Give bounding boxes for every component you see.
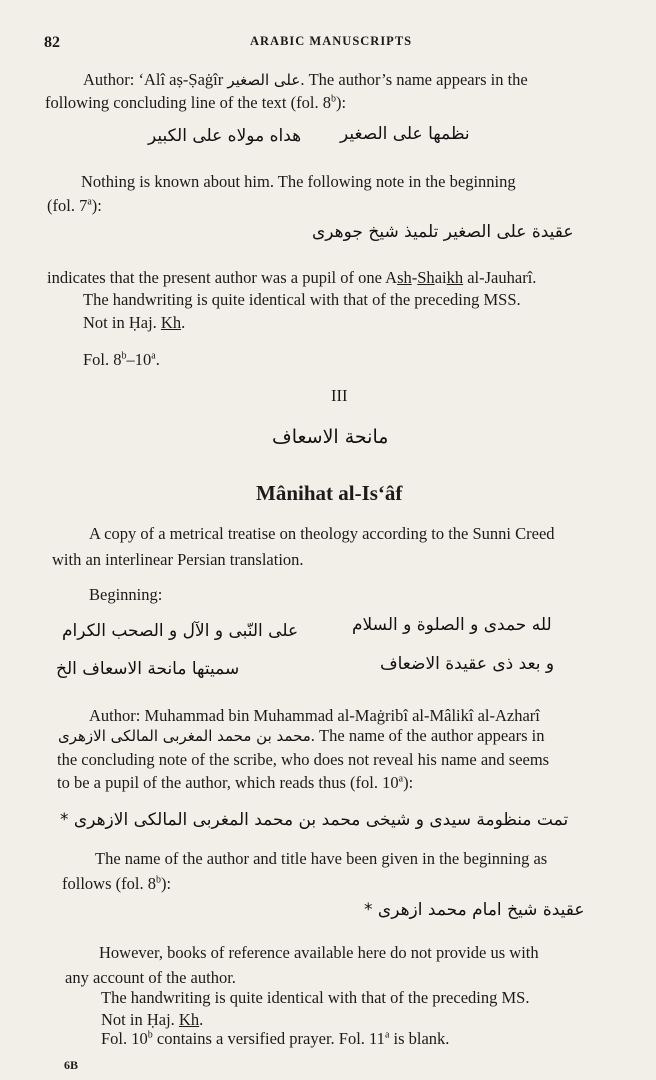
name-title-line-1: The name of the author and title have been given in the beginning as [95, 849, 548, 868]
folio-sup: b [330, 93, 336, 105]
not-in-line-2 [101, 1010, 203, 1030]
indicates-underline: sh [397, 268, 412, 287]
page-number: 82 [44, 34, 60, 51]
not-in-underline: Kh [160, 313, 182, 332]
nothing-known-line-2 [47, 196, 102, 216]
nothing-known-line-1: Nothing is known about him. The following note in the beginning [81, 172, 516, 191]
author-arabic: محمد بن محمد المغربى المالكى الازهرى [58, 727, 311, 745]
indicates-text-end: al-Jauharî. [463, 268, 537, 287]
not-in-underline: Kh [178, 1010, 200, 1029]
author-line-c: the concluding note of the scribe, who does not reveal his name and seems [57, 750, 550, 769]
author-line-b [58, 726, 544, 746]
section-roman-numeral: III [331, 386, 348, 405]
folio-text: Fol. 8 [83, 350, 122, 369]
beginning-arabic-1b: على النّبى و الآل و الصحب الكرام [62, 621, 299, 641]
scribe-note-arabic: تمت منظومة سيدى و شيخى محمد بن محمد المغربى المالكى الازهرى * [60, 810, 569, 830]
not-in-text: Not in Ḥaj. [101, 1010, 179, 1029]
folio-end: is blank. [389, 1029, 450, 1048]
verse-left-arabic: هداه مولاه على الكبير [148, 126, 302, 146]
handwriting-line-2: The handwriting is quite identical with that of the preceding MS. [101, 988, 530, 1007]
however-line-2: any account of the author. [65, 968, 236, 987]
title-note-arabic: عقيدة شيخ امام محمد ازهرى * [364, 900, 585, 920]
beginning-arabic-1a: لله حمدى و الصلوة و السلام [352, 615, 552, 635]
nothing-line-2-end: ): [91, 196, 102, 215]
author-line-d [57, 773, 413, 793]
beginning-arabic-2a: و بعد ذى عقيدة الاضعاف [380, 654, 555, 674]
author-line-a: Author: Muhammad bin Muhammad al-Maġribî al-Mâlikî al-Azharî [89, 706, 540, 725]
indicates-text: ai [434, 268, 447, 287]
folio-text: Fol. 10 [101, 1029, 148, 1048]
indicates-underline: Sh [417, 268, 435, 287]
description-line-1: A copy of a metrical treatise on theology according to the Sunni Creed [89, 524, 555, 543]
beginning-arabic-2b: سميتها مانحة الاسعاف الخ [56, 659, 240, 679]
author-line-d-end: ): [403, 773, 414, 792]
not-in-text: Not in Ḥaj. [83, 313, 161, 332]
folio-end: . [155, 350, 160, 369]
note-arabic: عقيدة على الصغير تلميذ شيخ جوهرى [312, 222, 574, 242]
author-line-d-text: to be a pupil of the author, which reads thus (fol. 10 [57, 773, 399, 792]
folio-sup: b [121, 350, 127, 362]
author-name-arabic: على الصغير [227, 71, 301, 89]
folio-line-2 [101, 1029, 449, 1049]
folio-sup: a [151, 350, 156, 362]
folio-sup: a [384, 1029, 390, 1041]
name-line-2-text: follows (fol. 8 [62, 874, 156, 893]
folio-line [83, 350, 160, 370]
author-line-1 [83, 70, 528, 90]
folio-sup: b [147, 1029, 153, 1041]
indicates-underline: kh [446, 268, 464, 287]
indicates-line [47, 268, 536, 288]
indicates-text: indicates that the present author was a pupil of one A [47, 268, 398, 287]
folio-sup: a [398, 773, 404, 785]
section-title-arabic: مانحة الاسعاف [272, 426, 389, 448]
not-in-end: . [181, 313, 186, 332]
verse-right-arabic: نظمها على الصغير [340, 124, 470, 144]
handwriting-line: The handwriting is quite identical with that of the preceding MSS. [83, 290, 521, 309]
signature-mark: 6B [64, 1058, 79, 1072]
author-line-b-rest: . The name of the author appears in [310, 726, 545, 745]
name-title-line-2 [62, 874, 171, 894]
folio-text: –10 [126, 350, 152, 369]
folio-sup: b [155, 874, 161, 886]
author-line-2 [45, 93, 346, 113]
however-line-1: However, books of reference available here do not provide us with [99, 943, 539, 962]
not-in-line [83, 313, 185, 333]
description-line-2: with an interlinear Persian translation. [52, 550, 304, 569]
author-label: Author: ‘Alî aṣ-Ṣaġîr [83, 70, 224, 89]
section-title: Mânihat al-Is‘âf [256, 481, 403, 505]
not-in-end: . [199, 1010, 204, 1029]
nothing-line-2-text: (fol. 7 [47, 196, 88, 215]
author-line-2-text: following concluding line of the text (fol. 8 [45, 93, 331, 112]
beginning-label: Beginning: [89, 585, 163, 604]
folio-text: contains a versified prayer. Fol. 11 [152, 1029, 385, 1048]
running-title: ARABIC MANUSCRIPTS [250, 34, 413, 48]
indicates-hyphen: - [411, 268, 418, 287]
author-line-1-rest: . The author’s name appears in the [300, 70, 528, 89]
folio-sup: a [87, 196, 92, 208]
name-line-2-end: ): [160, 874, 172, 893]
author-line-2-end: ): [335, 93, 347, 112]
